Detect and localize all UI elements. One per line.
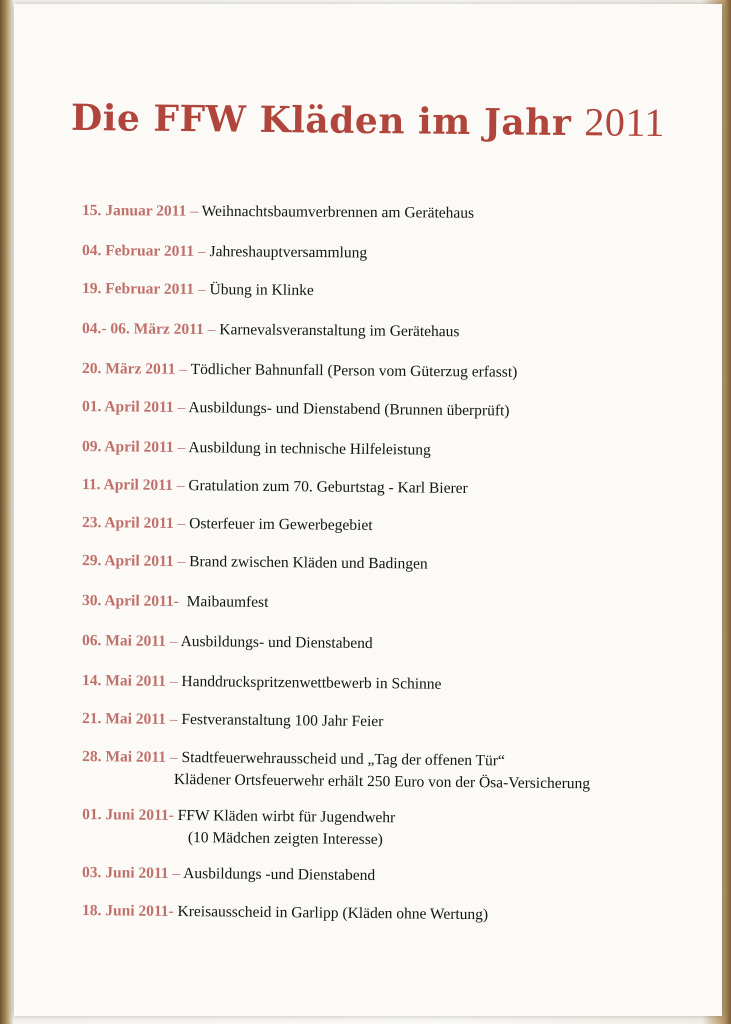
event-description: Ausbildungs -und Dienstabend	[183, 865, 376, 885]
event-description: Festveranstaltung 100 Jahr Feier	[181, 711, 384, 731]
event-description: Ausbildung in technische Hilfeleistung	[188, 439, 431, 459]
event-row	[82, 398, 510, 420]
event-date: 30. April 2011-	[81, 592, 179, 611]
event-row	[82, 748, 591, 793]
event-date: 14. Mai 2011	[81, 672, 167, 690]
event-description: Karnevalsveranstaltung im Gerätehaus	[219, 321, 460, 341]
event-row	[82, 242, 367, 262]
event-separator: –	[173, 398, 189, 417]
event-date: 20. März 2011	[81, 360, 176, 378]
event-date: 18. Juni 2011-	[81, 902, 174, 920]
event-separator	[179, 593, 187, 610]
event-row	[82, 864, 375, 885]
event-date: 28. Mai 2011	[82, 748, 167, 766]
event-date: 04. Februar 2011	[81, 242, 195, 260]
event-row	[82, 632, 373, 653]
event-separator: –	[168, 864, 184, 883]
event-date: 01. April 2011	[81, 398, 174, 416]
event-row	[82, 438, 431, 460]
event-separator: –	[203, 321, 220, 339]
event-separator: –	[186, 202, 202, 220]
event-row	[82, 280, 314, 300]
event-description: Brand zwischen Kläden und Badingen	[189, 553, 428, 573]
event-separator: –	[165, 632, 181, 651]
document-sheet	[14, 4, 722, 1016]
event-date: 11. April 2011	[81, 476, 173, 494]
event-row	[82, 672, 442, 694]
event-row	[82, 476, 468, 498]
event-description-continued: (10 Mädchen zeigten Interesse)	[187, 829, 383, 849]
event-row	[82, 710, 384, 731]
event-separator: –	[173, 438, 189, 457]
event-separator: –	[194, 242, 210, 261]
event-separator: –	[165, 710, 182, 729]
event-description: Ausbildungs- und Dienstabend (Brunnen überprüft)	[188, 399, 510, 420]
event-row	[82, 806, 396, 849]
event-description: Übung in Klinke	[209, 281, 314, 300]
event-date: 03. Juni 2011	[81, 864, 169, 882]
event-date: 29. April 2011	[81, 552, 174, 570]
event-row	[82, 202, 474, 223]
event-description: Stadtfeuerwehrausscheid und „Tag der offenen Tür“	[181, 749, 505, 770]
event-date: 23. April 2011	[81, 514, 174, 532]
event-row	[82, 592, 269, 612]
event-description: Kreisausscheid in Garlipp (Kläden ohne Wertung)	[177, 903, 489, 924]
title-text: Die FFW Kläden im Jahr	[70, 96, 572, 145]
event-row	[82, 360, 517, 382]
event-description-continued: Klädener Ortsfeuerwehr erhält 250 Euro von der Ösa-Versicherung	[173, 770, 591, 793]
event-date: 04.- 06. März 2011	[81, 320, 204, 339]
event-separator: –	[165, 748, 182, 767]
event-separator: –	[173, 514, 190, 533]
event-separator: –	[172, 476, 189, 495]
event-separator: –	[173, 552, 190, 571]
event-description: Handdruckspritzenwettbewerb in Schinne	[181, 673, 442, 693]
event-date: 01. Juni 2011-	[82, 806, 174, 824]
event-date: 06. Mai 2011	[81, 632, 167, 650]
event-date: 21. Mai 2011	[81, 710, 167, 728]
event-row	[82, 514, 373, 535]
event-description: Maibaumfest	[186, 593, 269, 611]
event-description: Tödlicher Bahnunfall (Person vom Güterzug erfasst)	[190, 360, 518, 381]
event-date: 19. Februar 2011	[81, 280, 195, 298]
event-row	[82, 320, 460, 341]
event-description: Osterfeuer im Gewerbegebiet	[189, 515, 373, 535]
page-title	[14, 92, 722, 146]
event-date: 15. Januar 2011	[81, 202, 187, 220]
event-description: Gratulation zum 70. Geburtstag - Karl Bierer	[188, 477, 468, 498]
event-separator: –	[165, 672, 182, 691]
event-description: Weihnachtsbaumverbrennen am Gerätehaus	[201, 202, 475, 222]
event-row	[82, 552, 428, 574]
event-date: 09. April 2011	[81, 438, 174, 456]
event-description: Ausbildungs- und Dienstabend	[180, 633, 373, 653]
event-row	[82, 902, 488, 924]
event-separator: –	[175, 360, 191, 378]
title-year: 2011	[584, 99, 666, 146]
event-separator: –	[194, 280, 210, 299]
event-description: FFW Kläden wirbt für Jugendwehr	[177, 807, 396, 827]
event-description: Jahreshauptversammlung	[209, 243, 368, 262]
